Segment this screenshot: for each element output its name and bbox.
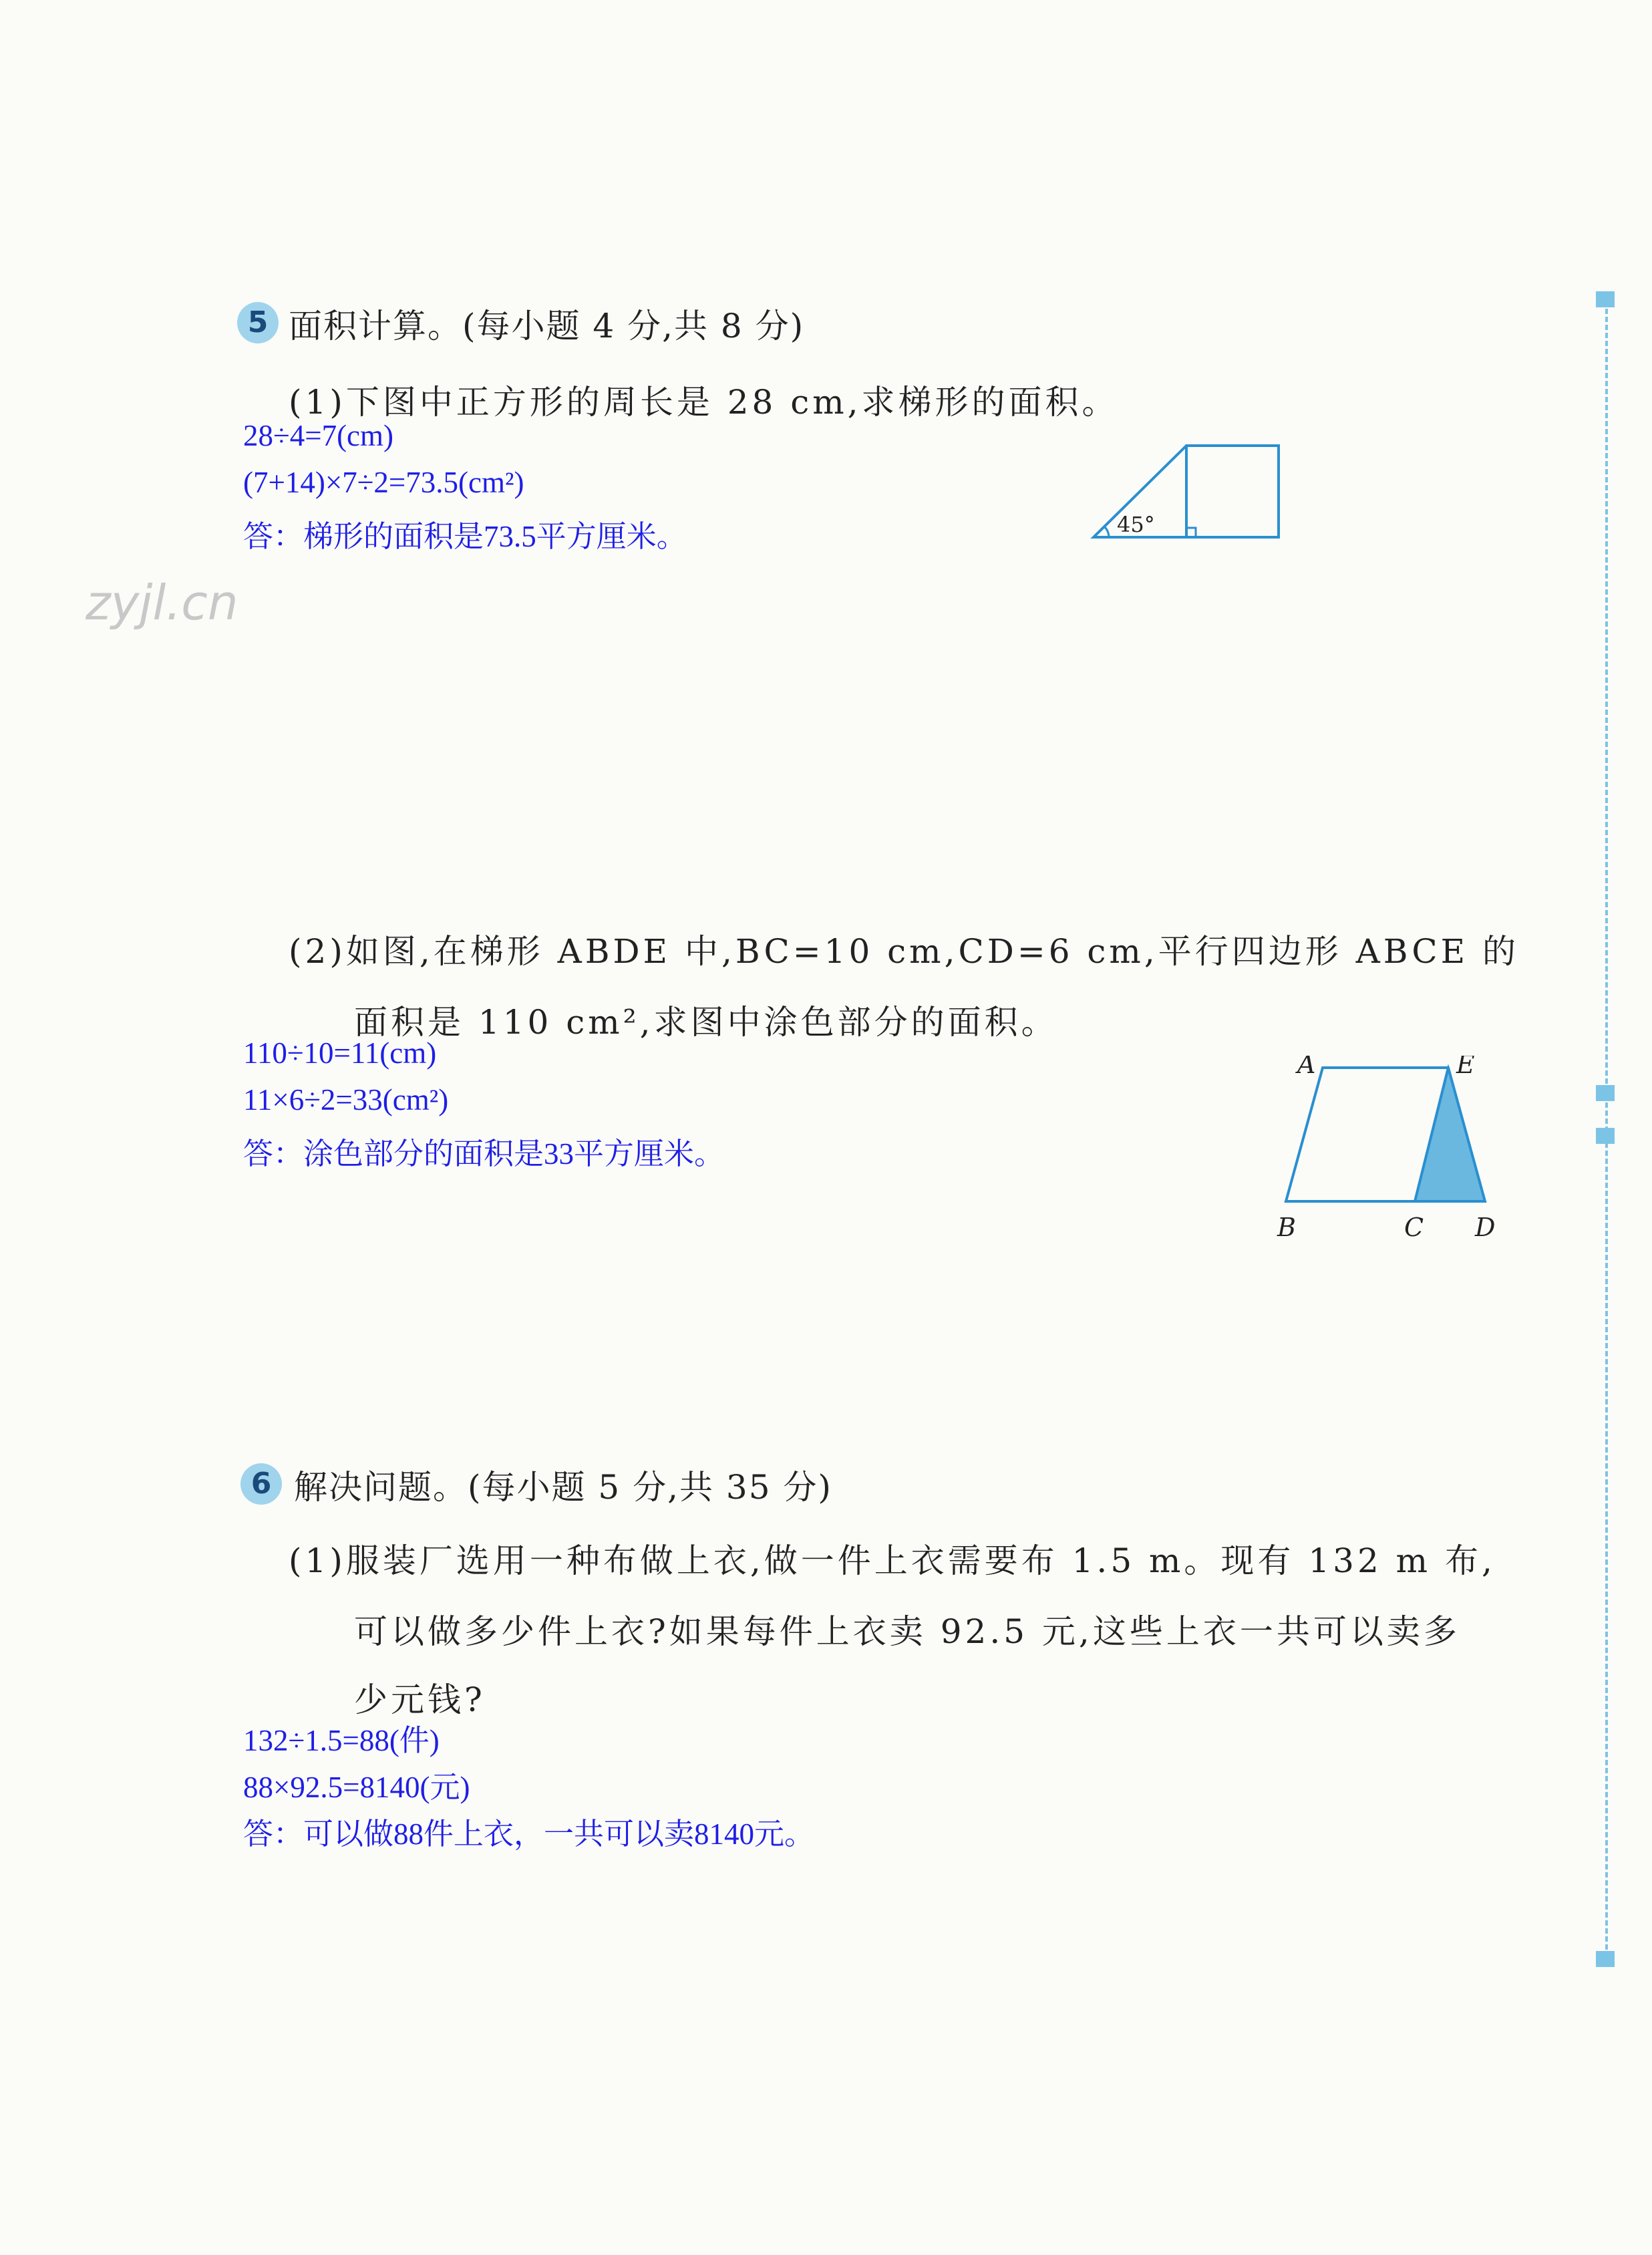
label-c: C: [1404, 1213, 1424, 1242]
label-b: B: [1277, 1213, 1296, 1242]
question-6-1-line-1: (1)服装厂选用一种布做上衣,做一件上衣需要布 1.5 m。现有 132 m 布,: [289, 1541, 1496, 1580]
section-5-number: 5: [237, 302, 279, 343]
answer-6-1-line-3: 答：可以做88件上衣，一共可以卖8140元。: [243, 1817, 815, 1851]
trapezoid-square-figure: [1082, 434, 1296, 555]
angle-arc: [1104, 527, 1109, 537]
shaded-triangle: [1415, 1068, 1485, 1201]
question-5-2-line-2: 面积是 110 cm²,求图中涂色部分的面积。: [354, 1003, 1058, 1042]
question-6-1-line-3: 少元钱?: [354, 1680, 486, 1719]
angle-label: 45°: [1117, 512, 1155, 537]
label-d: D: [1475, 1213, 1496, 1242]
section-5-heading: 面积计算。(每小题 4 分,共 8 分): [289, 307, 805, 345]
answer-6-1-line-2: 88×92.5=8140(元): [243, 1771, 470, 1804]
margin-marker-top: [1596, 291, 1615, 307]
answer-5-1-line-3: 答：梯形的面积是73.5平方厘米。: [243, 520, 687, 553]
answer-5-1-line-2: (7+14)×7÷2=73.5(cm²): [243, 466, 524, 499]
question-6-1-line-2: 可以做多少件上衣?如果每件上衣卖 92.5 元,这些上衣一共可以卖多: [354, 1612, 1460, 1651]
right-angle-mark: [1186, 528, 1196, 537]
section-6-heading: 解决问题。(每小题 5 分,共 35 分): [294, 1468, 832, 1507]
section-6-number: 6: [240, 1463, 282, 1505]
margin-marker-bottom: [1596, 1951, 1615, 1967]
margin-marker-mid-1: [1596, 1085, 1615, 1101]
label-e: E: [1456, 1056, 1475, 1079]
answer-5-1-line-1: 28÷4=7(cm): [243, 419, 394, 452]
label-a: A: [1297, 1056, 1316, 1079]
watermark: zyjl.cn: [86, 575, 238, 631]
answer-5-2-line-3: 答：涂色部分的面积是33平方厘米。: [243, 1137, 725, 1171]
question-5-2-line-1: (2)如图,在梯形 ABDE 中,BC=10 cm,CD=6 cm,平行四边形 ABCE 的: [289, 932, 1520, 971]
answer-5-2-line-1: 110÷10=11(cm): [243, 1036, 437, 1070]
question-5-1-text: (1)下图中正方形的周长是 28 cm,求梯形的面积。: [289, 383, 1119, 422]
answer-6-1-line-1: 132÷1.5=88(件): [243, 1724, 440, 1757]
answer-5-2-line-2: 11×6÷2=33(cm²): [243, 1083, 449, 1116]
trapezoid-abde-figure: [1263, 1056, 1543, 1256]
margin-marker-mid-2: [1596, 1128, 1615, 1144]
